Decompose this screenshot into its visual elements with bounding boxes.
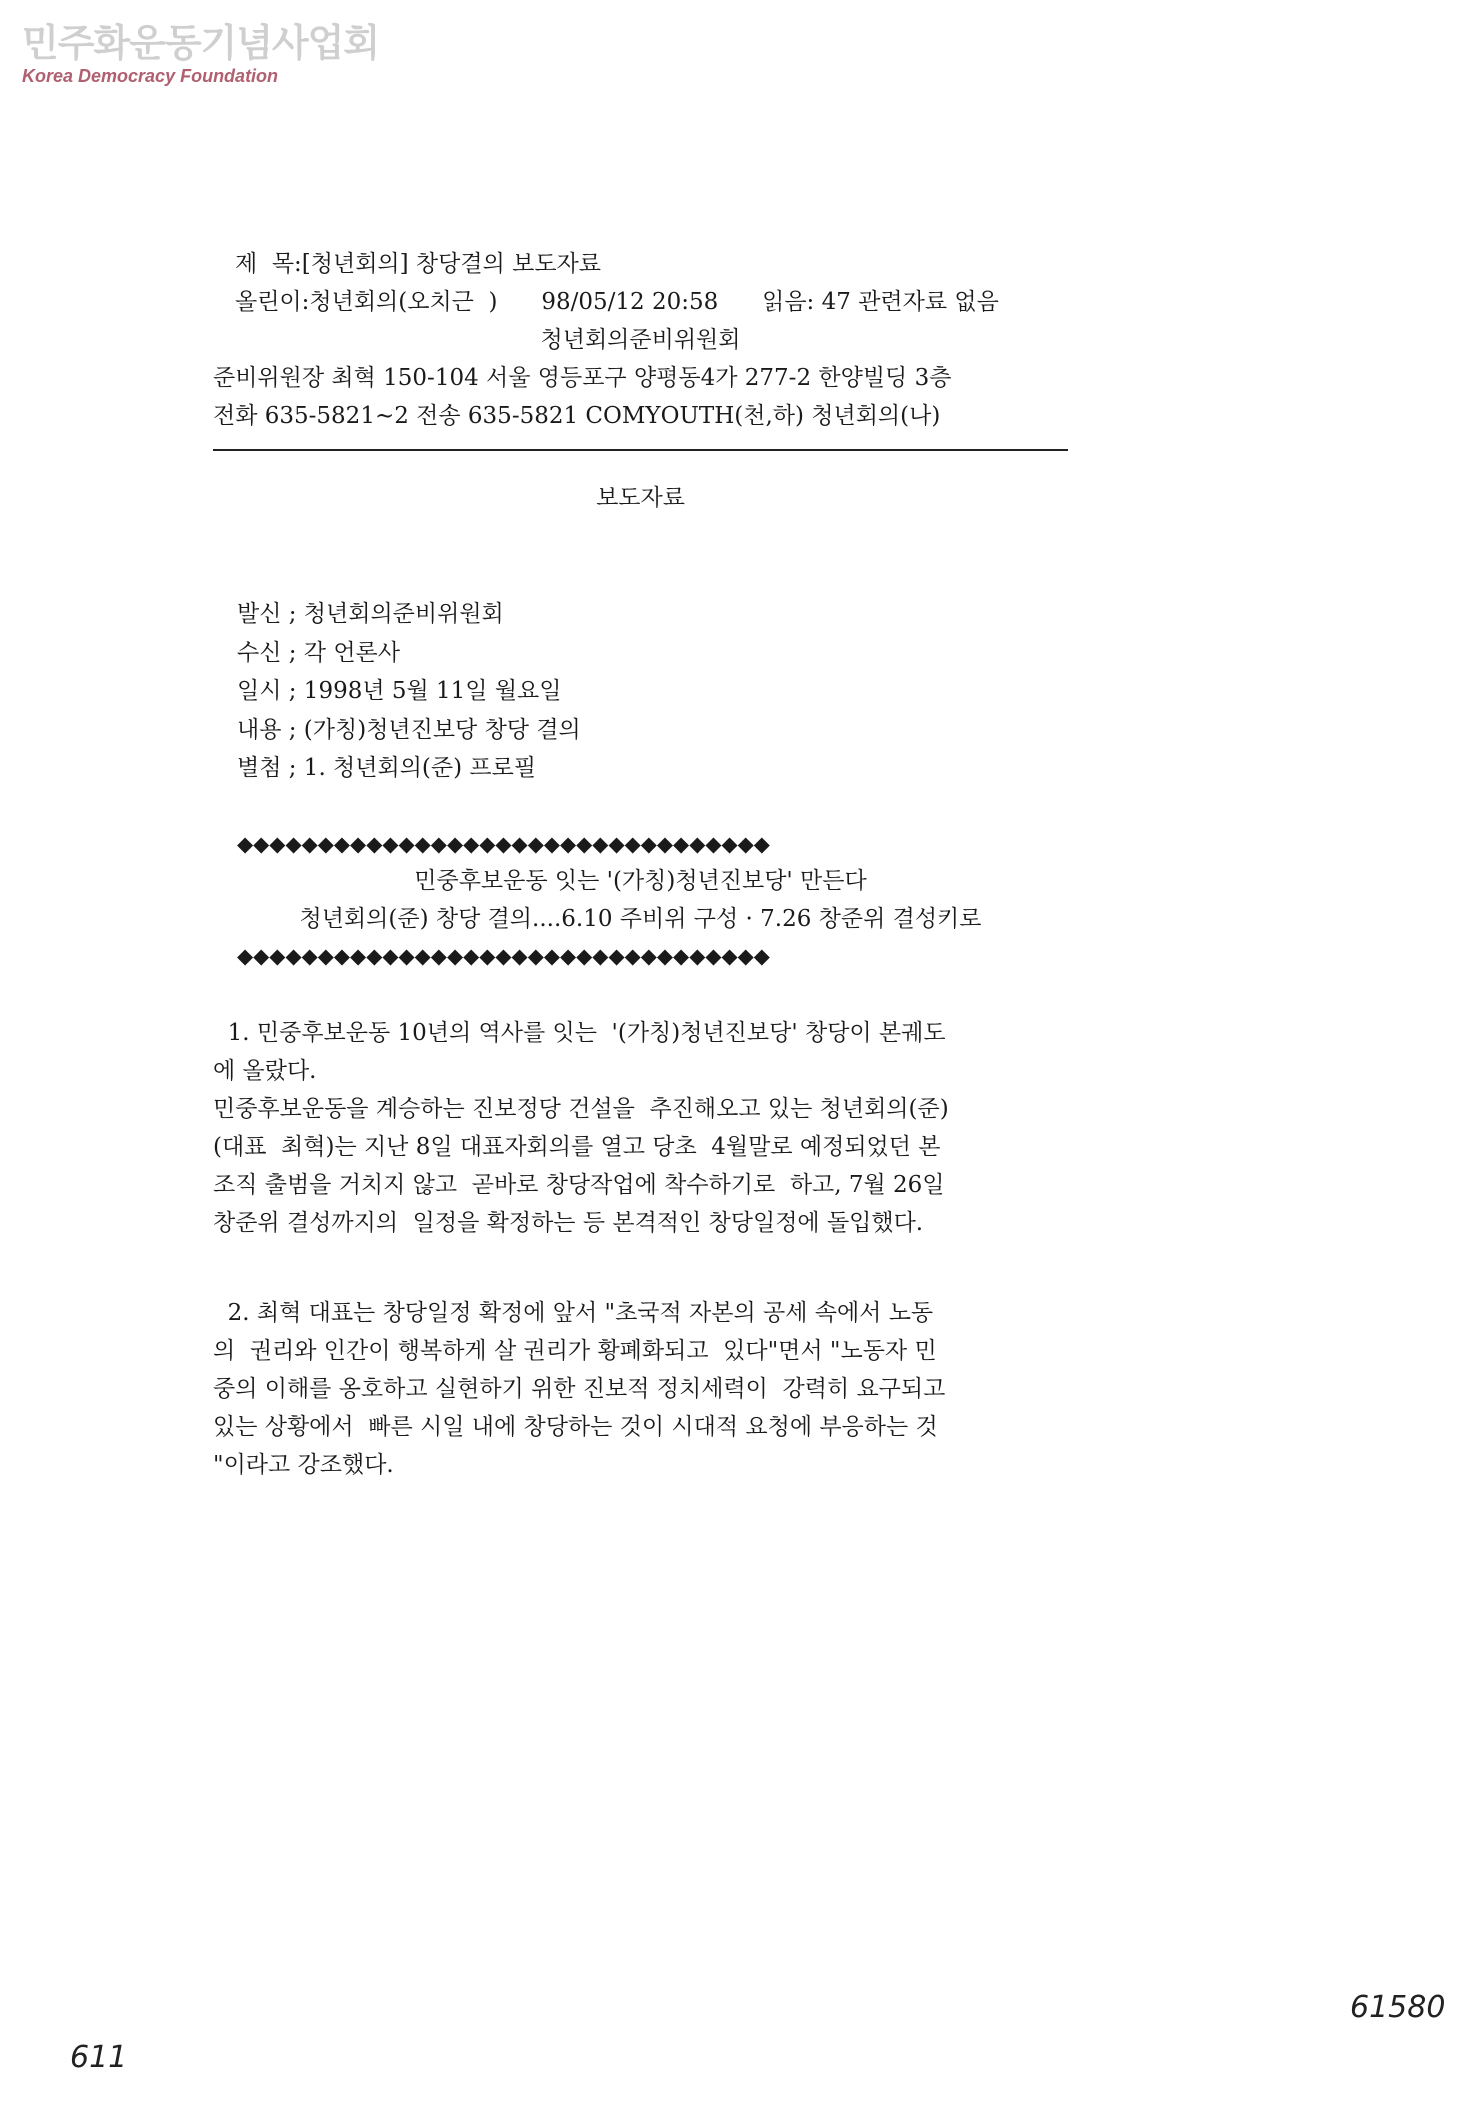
- meta-content: 내용 ; (가칭)청년진보당 창당 결의: [237, 716, 581, 743]
- para3-line: 중의 이해를 옹호하고 실현하기 위한 진보적 정치세력이 강력히 요구되고: [213, 1375, 946, 1402]
- para3-line: 있는 상황에서 빠른 시일 내에 창당하는 것이 시대적 요청에 부응하는 것: [213, 1413, 938, 1440]
- para1-line: 에 올랐다.: [213, 1057, 317, 1084]
- contact-line: 전화 635-5821∼2 전송 635-5821 COMYOUTH(천,하) 청년회의(나): [213, 403, 941, 429]
- doc-post-info-line: 올린이:청년회의(오치근 ) 98/05/12 20:58 읽음: 47 관련자료 없음: [235, 289, 999, 315]
- watermark-korean: 민주화운동기념사업회: [22, 21, 380, 65]
- handwritten-page-number: 611: [70, 2040, 128, 2075]
- watermark-english: Korea Democracy Foundation: [22, 66, 279, 86]
- press-release-title: 보도자료: [596, 485, 685, 511]
- org-name: 청년회의준비위원회: [540, 327, 741, 353]
- para3-line: 2. 최혁 대표는 창당일정 확정에 앞서 "초국적 자본의 공세 속에서 노동: [213, 1299, 934, 1326]
- meta-sender: 발신 ; 청년회의준비위원회: [237, 601, 504, 627]
- divider-rule: [213, 449, 1068, 451]
- meta-attachment: 별첨 ; 1. 청년회의(준) 프로필: [237, 755, 537, 781]
- meta-recipient: 수신 ; 각 언론사: [237, 639, 400, 666]
- paragraph-2: [213, 1294, 1068, 1484]
- para3-line: 의 권리와 인간이 행복하게 살 권리가 황폐화되고 있다"면서 "노동자 민: [213, 1337, 937, 1364]
- handwritten-archive-number: 61580: [1350, 1990, 1446, 2025]
- doc-title-line: 제 목:[청년회의] 창당결의 보도자료: [235, 251, 601, 277]
- headline-main: 민중후보운동 잇는 '(가칭)청년진보당' 만든다: [414, 867, 867, 894]
- para2-line: 조직 출범을 거치지 않고 곧바로 창당작업에 착수하기로 하고, 7월 26일: [213, 1171, 945, 1198]
- para2-line: 민중후보운동을 계승하는 진보정당 건설을 추진해오고 있는 청년회의(준): [213, 1095, 949, 1122]
- address-line: 준비위원장 최혁 150-104 서울 영등포구 양평동4가 277-2 한양빌딩 3층: [213, 365, 952, 391]
- document-body: [213, 245, 1068, 1484]
- para2-line: 창준위 결성까지의 일정을 확정하는 등 본격적인 창당일정에 돌입했다.: [213, 1209, 924, 1236]
- para2-line: (대표 최혁)는 지난 8일 대표자회의를 열고 당초 4월말로 예정되었던 본: [213, 1133, 941, 1160]
- headline-sub: 청년회의(준) 창당 결의....6.10 주비위 구성 · 7.26 창준위 결성키로: [299, 905, 982, 932]
- diamond-border-bottom: ◆◆◆◆◆◆◆◆◆◆◆◆◆◆◆◆◆◆◆◆◆◆◆◆◆◆◆◆◆◆◆◆◆: [237, 943, 770, 968]
- meta-block: [213, 595, 1068, 788]
- para1-line: 1. 민중후보운동 10년의 역사를 잇는 '(가칭)청년진보당' 창당이 본궤도: [213, 1019, 946, 1046]
- diamond-border-top: ◆◆◆◆◆◆◆◆◆◆◆◆◆◆◆◆◆◆◆◆◆◆◆◆◆◆◆◆◆◆◆◆◆: [237, 831, 770, 856]
- para3-line: "이라고 강조했다.: [213, 1451, 394, 1478]
- meta-date: 일시 ; 1998년 5월 11일 월요일: [237, 678, 562, 704]
- paragraph-1: [213, 1014, 1068, 1242]
- foundation-watermark: [22, 22, 379, 87]
- headline-block: [213, 826, 1068, 974]
